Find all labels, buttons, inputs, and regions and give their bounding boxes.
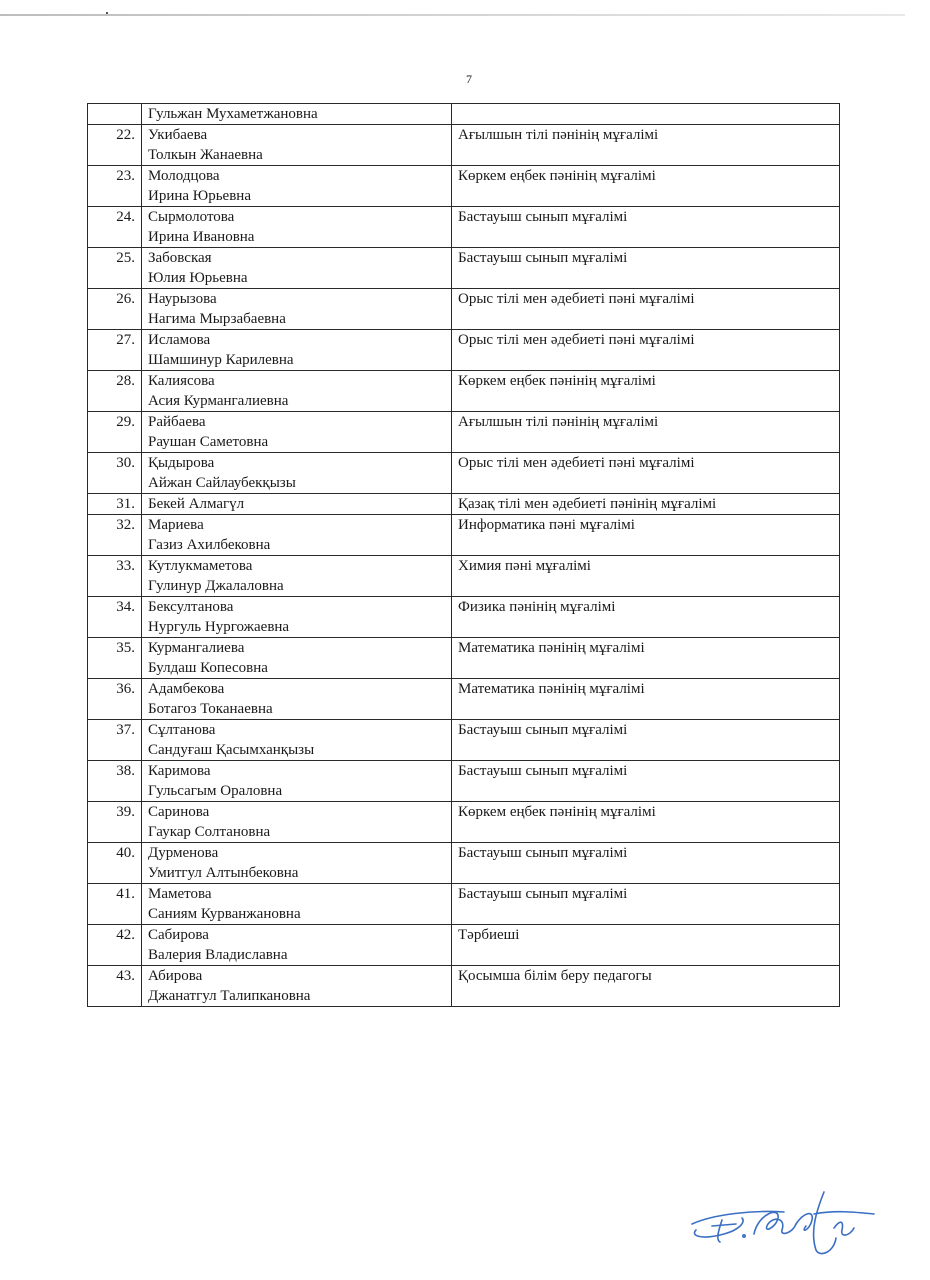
- teacher-surname: Калиясова: [148, 373, 215, 389]
- row-number: 40.: [88, 843, 142, 884]
- position-cell: Бастауыш сынып мұғалімі: [452, 761, 840, 802]
- teacher-name-cell: [142, 761, 452, 802]
- teacher-name-cell: [142, 289, 452, 330]
- row-number: 28.: [88, 371, 142, 412]
- position-cell: Физика пәнінің мұғалімі: [452, 597, 840, 638]
- teacher-given-names: Умитгул Алтынбековна: [148, 865, 299, 881]
- row-number: 25.: [88, 248, 142, 289]
- row-number: 34.: [88, 597, 142, 638]
- teacher-surname: Кутлукмаметова: [148, 558, 253, 574]
- position-cell: Бастауыш сынып мұғалімі: [452, 884, 840, 925]
- teacher-given-names: Газиз Ахилбековна: [148, 537, 271, 553]
- teacher-given-names: Гаукар Солтановна: [148, 824, 271, 840]
- row-number: 39.: [88, 802, 142, 843]
- teacher-surname: Мариева: [148, 517, 204, 533]
- teacher-name-cell: [142, 104, 452, 125]
- signature: [684, 1184, 884, 1259]
- teacher-given-names: Юлия Юрьевна: [148, 270, 248, 286]
- teacher-given-names: Булдаш Копесовна: [148, 660, 268, 676]
- table-row: [88, 330, 840, 371]
- teacher-surname: Укибаева: [148, 127, 208, 143]
- teacher-surname: Молодцова: [148, 168, 220, 184]
- teacher-surname: Сабирова: [148, 927, 209, 943]
- position-cell: Орыс тілі мен әдебиеті пәні мұғалімі: [452, 330, 840, 371]
- position-cell: Информатика пәні мұғалімі: [452, 515, 840, 556]
- teacher-name-cell: [142, 843, 452, 884]
- position-cell: Математика пәнінің мұғалімі: [452, 679, 840, 720]
- table-row: [88, 371, 840, 412]
- position-cell: Ағылшын тілі пәнінің мұғалімі: [452, 125, 840, 166]
- teacher-given-names: Асия Курмангалиевна: [148, 393, 289, 409]
- row-number: 37.: [88, 720, 142, 761]
- teacher-given-names: Гульжан Мухаметжановна: [148, 106, 318, 122]
- teacher-given-names: Ирина Ивановна: [148, 229, 255, 245]
- row-number: 24.: [88, 207, 142, 248]
- position-cell: Көркем еңбек пәнінің мұғалімі: [452, 371, 840, 412]
- row-number: 29.: [88, 412, 142, 453]
- teacher-surname: Саринова: [148, 804, 210, 820]
- position-cell: Орыс тілі мен әдебиеті пәні мұғалімі: [452, 453, 840, 494]
- teacher-name-cell: [142, 412, 452, 453]
- teacher-given-names: Айжан Сайлаубекқызы: [148, 475, 296, 491]
- table-row: [88, 248, 840, 289]
- table-row: [88, 679, 840, 720]
- teacher-surname: Абирова: [148, 968, 203, 984]
- teacher-given-names: Джанатгул Талипкановна: [148, 988, 311, 1004]
- teacher-name-cell: [142, 494, 452, 515]
- teacher-given-names: Валерия Владиславна: [148, 947, 288, 963]
- table-row: [88, 761, 840, 802]
- position-cell: Көркем еңбек пәнінің мұғалімі: [452, 802, 840, 843]
- teacher-name-cell: [142, 679, 452, 720]
- teacher-surname: Забовская: [148, 250, 212, 266]
- table-row: [88, 453, 840, 494]
- teacher-surname: Исламова: [148, 332, 211, 348]
- teacher-surname: Дурменова: [148, 845, 219, 861]
- teacher-name-cell: [142, 556, 452, 597]
- row-number: 33.: [88, 556, 142, 597]
- position-cell: [452, 104, 840, 125]
- teacher-name-cell: [142, 371, 452, 412]
- table-row: [88, 494, 840, 515]
- page-number: 7: [466, 72, 472, 86]
- row-number: 35.: [88, 638, 142, 679]
- row-number: 26.: [88, 289, 142, 330]
- table-row: [88, 125, 840, 166]
- row-number: 36.: [88, 679, 142, 720]
- position-cell: Математика пәнінің мұғалімі: [452, 638, 840, 679]
- teacher-given-names: Гулинур Джалаловна: [148, 578, 284, 594]
- teacher-surname: Маметова: [148, 886, 212, 902]
- position-cell: Қосымша білім беру педагогы: [452, 966, 840, 1007]
- table-row: [88, 966, 840, 1007]
- teacher-surname: Бексултанова: [148, 599, 234, 615]
- row-number: 43.: [88, 966, 142, 1007]
- teacher-given-names: Гульсагым Ораловна: [148, 783, 283, 799]
- teacher-surname: Райбаева: [148, 414, 206, 430]
- teacher-given-names: Раушан Саметовна: [148, 434, 269, 450]
- position-cell: Бастауыш сынып мұғалімі: [452, 248, 840, 289]
- teacher-surname: Сырмолотова: [148, 209, 235, 225]
- position-cell: Орыс тілі мен әдебиеті пәні мұғалімі: [452, 289, 840, 330]
- row-number: 23.: [88, 166, 142, 207]
- teacher-given-names: Сандуғаш Қасымханқызы: [148, 742, 315, 758]
- row-number: [88, 104, 142, 125]
- teacher-surname: Наурызова: [148, 291, 217, 307]
- teacher-name-cell: [142, 453, 452, 494]
- teacher-given-names: Шамшинур Карилевна: [148, 352, 294, 368]
- table-row: [88, 289, 840, 330]
- table-row: [88, 104, 840, 125]
- row-number: 41.: [88, 884, 142, 925]
- teacher-name-cell: [142, 638, 452, 679]
- row-number: 31.: [88, 494, 142, 515]
- table-row: [88, 515, 840, 556]
- table-row: [88, 884, 840, 925]
- table-row: [88, 925, 840, 966]
- row-number: 27.: [88, 330, 142, 371]
- teacher-name-cell: [142, 720, 452, 761]
- teacher-name-cell: [142, 330, 452, 371]
- position-cell: Бастауыш сынып мұғалімі: [452, 207, 840, 248]
- table-row: [88, 802, 840, 843]
- table-row: [88, 843, 840, 884]
- teacher-surname: Сұлтанова: [148, 722, 216, 738]
- teacher-name-cell: [142, 597, 452, 638]
- teacher-given-names: Ботагоз Токанаевна: [148, 701, 273, 717]
- row-number: 30.: [88, 453, 142, 494]
- teacher-name-cell: [142, 884, 452, 925]
- teacher-name-cell: [142, 248, 452, 289]
- teacher-given-names: Саниям Курванжановна: [148, 906, 301, 922]
- position-cell: Тәрбиеші: [452, 925, 840, 966]
- position-cell: Көркем еңбек пәнінің мұғалімі: [452, 166, 840, 207]
- position-cell: Қазақ тілі мен әдебиеті пәнінің мұғалімі: [452, 494, 840, 515]
- table-row: [88, 166, 840, 207]
- teacher-name-cell: [142, 802, 452, 843]
- row-number: 22.: [88, 125, 142, 166]
- position-cell: Ағылшын тілі пәнінің мұғалімі: [452, 412, 840, 453]
- row-number: 42.: [88, 925, 142, 966]
- teacher-surname: Курмангалиева: [148, 640, 245, 656]
- table-row: [88, 638, 840, 679]
- teacher-name-cell: [142, 966, 452, 1007]
- table-row: [88, 597, 840, 638]
- staff-table: [87, 103, 840, 1007]
- teacher-name-cell: [142, 925, 452, 966]
- teacher-name-cell: [142, 207, 452, 248]
- staff-table-body: [88, 104, 840, 1007]
- teacher-surname: Адамбекова: [148, 681, 225, 697]
- position-cell: Химия пәні мұғалімі: [452, 556, 840, 597]
- position-cell: Бастауыш сынып мұғалімі: [452, 720, 840, 761]
- teacher-given-names: Нагима Мырзабаевна: [148, 311, 286, 327]
- row-number: 32.: [88, 515, 142, 556]
- table-row: [88, 207, 840, 248]
- table-row: [88, 412, 840, 453]
- teacher-name-cell: [142, 125, 452, 166]
- teacher-surname: Каримова: [148, 763, 211, 779]
- scan-dot: [106, 12, 108, 14]
- teacher-surname: Бекей Алмагүл: [148, 496, 245, 512]
- teacher-given-names: Нургуль Нургожаевна: [148, 619, 290, 635]
- teacher-surname: Қыдырова: [148, 455, 215, 471]
- position-cell: Бастауыш сынып мұғалімі: [452, 843, 840, 884]
- table-row: [88, 720, 840, 761]
- teacher-given-names: Толкын Жанаевна: [148, 147, 263, 163]
- teacher-name-cell: [142, 166, 452, 207]
- teacher-name-cell: [142, 515, 452, 556]
- scan-edge: [0, 14, 905, 16]
- row-number: 38.: [88, 761, 142, 802]
- table-row: [88, 556, 840, 597]
- teacher-given-names: Ирина Юрьевна: [148, 188, 251, 204]
